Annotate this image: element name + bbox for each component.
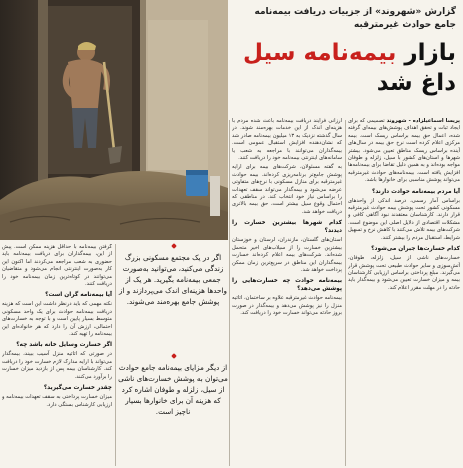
column-1-subhead-2: کدام خسارت‌ها جبران می‌شود؟ — [371, 246, 460, 253]
quote-marker — [171, 353, 177, 359]
pull-quote-1: اگر در یک مجتمع مسکونی بزرگ زندگی می‌کنید، می‌توانید به‌صورت جمعی بیمه‌نامه بگیرید. هر یک از واحدها هزینه‌ای اندک می‌پردازند و از پوشش جامع بهره‌مند می‌شوند. — [119, 253, 227, 306]
column-2-paragraph-4: بیمه‌نامه حوادث غیرمترقبه علاوه بر ساختمان، اثاثیه منزل را نیز پوشش می‌دهد و بیمه‌گذار در صورت بروز حادثه می‌تواند خسارت خود را دریافت کند. — [232, 295, 342, 317]
column-1-paragraph-2: براساس آمار رسمی، درصد اندکی از واحدهای مسکونی کشور تحت پوشش بیمه حوادث غیرمترقبه قرار دارند. کارشناسان معتقدند نبود آگاهی کافی و مشکلات اقتصادی از دلایل اصلی این موضوع است. شرکت‌های بیمه تلاش می‌کنند با کاهش نرخ و تسهیل شرایط، استقبال مردم را بیشتر کنند. — [348, 197, 460, 241]
column-2-paragraph-2: به گفته مسئولان، شرکت‌های بیمه برای ارایه پوشش جامع‌تر برنامه‌ریزی کرده‌اند. بیمه حوادث غیرمترقبه برای منازل مسکونی با نرخ‌های متفاوتی عرضه می‌شود و بیمه‌گذار می‌تواند سقف تعهدات را براساس نیاز خود انتخاب کند. در مناطقی که احتمال وقوع سیل بیشتر است، حق بیمه بالاتری دریافت خواهد شد. — [232, 164, 342, 215]
column-3 — [2, 244, 112, 466]
column-3-paragraph-2: نکته مهمی که باید درنظر داشت این است که هزینه دریافت بیمه‌نامه حوادث برای یک واحد مسکونی متوسط بسیار پایین است و با توجه به خسارت‌های احتمالی، ارزش آن را دارد که هر خانواده‌ای این بیمه‌نامه را تهیه کند. — [2, 301, 112, 338]
column-3-paragraph-1: گرفتن بیمه‌نامه با حداقل هزینه ممکن است. پیش از این، بیمه‌گذاران برای دریافت بیمه‌نامه باید حضوری به شعب مراجعه می‌کردند اما اکنون این کار به‌صورت اینترنتی انجام می‌شود و متقاضیان می‌توانند در کوتاه‌ترین زمان بیمه‌نامه خود را دریافت کنند. — [2, 244, 112, 288]
column-1-paragraph-1: تصمیمی که برای ایجاد ثبات و تحقق اهداف پوشش‌های بیمه‌ای گرفته شده، اعمال حق بیمه براساس ریسک است. بیمه مرکزی اعلام کرده است نرخ حق بیمه در سال‌های آینده براساس ریسک مناطق تعیین می‌شود. بیشتر شهرها و استان‌های کشور با سیل، زلزله و طوفان مواجه بوده‌اند و به همین دلیل تقاضا برای بیمه‌نامه‌ها افزایش یافته است. بیمه‌نامه‌های حوادث غیرمترقبه می‌تواند پوشش مناسبی برای خانوارها باشد. — [348, 118, 460, 184]
column-2-paragraph-1: ارزانی فرایند دریافت بیمه‌نامه باعث شده مردم با هزینه‌ای اندک از این خدمات بهره‌مند شوند. در سال گذشته نزدیک به ۱۳ میلیون بیمه‌نامه صادر شد که نشان‌دهنده افزایش استقبال عمومی است. بیمه‌گذاران می‌توانند با مراجعه به شعب یا سامانه‌های اینترنتی بیمه‌نامه خود را دریافت کنند. — [232, 118, 342, 162]
article-kicker: گزارش «شهروند» از جزییات دریافت بیمه‌نامه جامع حوادث غیرمترقبه — [254, 7, 456, 30]
flood-photo-image — [0, 0, 228, 240]
column-divider — [345, 120, 346, 466]
headline-line2: داغ شد — [376, 70, 456, 96]
column-1-subhead-1: آیا مردم بیمه‌نامه حوادث دارند؟ — [371, 188, 460, 195]
column-1-paragraph-3: خسارت‌های ناشی از سیل، زلزله، طوفان، آتش‌سوزی و سایر حوادث طبیعی تحت پوشش قرار می‌گیرند. مبلغ پرداختی براساس ارزیابی کارشناسان بیمه و میزان خسارت تعیین می‌شود و بیمه‌گذار باید حادثه را در مهلت مقرر اعلام کند. — [348, 255, 460, 291]
column-1 — [348, 118, 460, 466]
column-2-subhead-1: کدام شهرها بیشترین خسارت را دیدند؟ — [232, 220, 342, 235]
column-3-subhead-3: چقدر خسارت می‌گیرید؟ — [43, 385, 112, 392]
column-divider — [115, 244, 116, 466]
quote-marker — [171, 243, 177, 249]
flood-photo — [0, 0, 228, 240]
article-headline — [232, 38, 456, 98]
column-2 — [232, 118, 342, 466]
column-2-paragraph-3: استان‌های گلستان، مازندران، لرستان و خوزستان بیشترین خسارت را از سیلاب‌های اخیر متحمل شده‌اند. شرکت‌های بیمه اعلام کرده‌اند خسارت بیمه‌گذاران این مناطق در سریع‌ترین زمان ممکن پرداخت خواهد شد. — [232, 237, 342, 273]
column-2-subhead-2: بیمه‌نامه حوادث چه خسارت‌هایی را پوشش می‌دهد؟ — [232, 278, 342, 293]
headline-word: بازار — [404, 40, 456, 66]
column-3-paragraph-3: در صورتی که اثاثیه منزل آسیب ببیند، بیمه‌گذار می‌تواند با ارایه مدارک لازم خسارت خود را دریافت کند. کارشناسان بیمه پس از بازدید میزان خسارت را برآورد می‌کنند. — [2, 351, 112, 380]
article-header — [232, 4, 460, 116]
headline-highlight: بیمه‌نامه سیل — [242, 40, 397, 66]
column-3-paragraph-4: میزان خسارت پرداختی به سقف تعهدات بیمه‌نامه و ارزیابی کارشناس بستگی دارد. — [2, 394, 112, 408]
pull-quote-2: از دیگر مزایای بیمه‌نامه جامع حوادث می‌توان به پوشش خسارت‌های ناشی از سیل، زلزله و طوفان اشاره کرد که هزینه آن برای خانوارها بسیار ناچیز است. — [118, 363, 228, 416]
article-byline: پریسا اسماعیلزاده - شهروند — [386, 118, 460, 124]
column-divider — [229, 120, 230, 466]
column-3-subhead-2: اگر خسارت وسایل خانه باشد چه؟ — [16, 342, 112, 349]
column-3-subhead-1: آیا بیمه‌نامه گران است؟ — [45, 292, 112, 299]
